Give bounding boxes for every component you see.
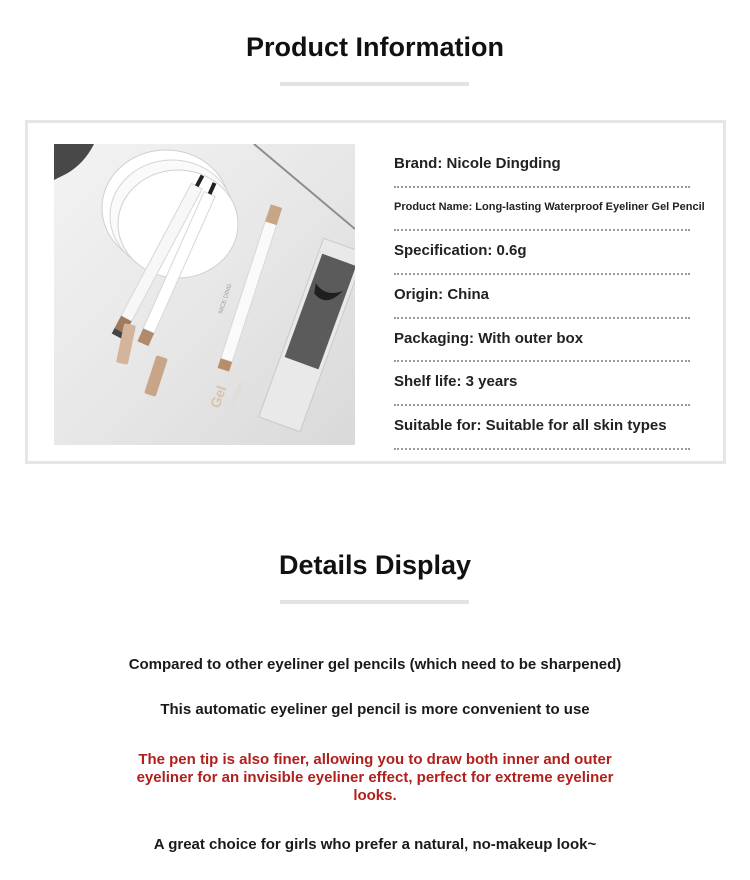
spec-specification: Specification: 0.6g <box>394 242 527 260</box>
details-title-underline <box>280 600 469 604</box>
spec-list <box>394 144 714 450</box>
spec-product-name: Product Name: Long-lasting Waterproof Eyeliner Gel Pencil <box>394 200 705 213</box>
product-info-title-underline <box>280 82 469 86</box>
product-image <box>54 144 355 445</box>
product-photo-illustration <box>54 144 355 445</box>
spec-row-specification <box>394 231 690 275</box>
detail-line-3-highlight: The pen tip is also finer, allowing you to draw both inner and outer eyeliner for an invisible eyeliner effect, perfect for extreme eyeliner looks. <box>136 751 614 804</box>
spec-row-brand <box>394 144 690 188</box>
spec-brand: Brand: Nicole Dingding <box>394 155 561 172</box>
product-info-title: Product Information <box>246 32 504 62</box>
details-title: Details Display <box>278 550 472 580</box>
detail-line-1: Compared to other eyeliner gel pencils (which need to be sharpened) <box>128 656 622 673</box>
spec-row-shelf-life <box>394 362 690 406</box>
product-info-card <box>25 120 726 464</box>
pencil-brand-text: NICE DING <box>218 283 234 315</box>
box-logo-text: Gel <box>206 383 230 411</box>
spec-suitable-for: Suitable for: Suitable for all skin types <box>394 417 667 435</box>
spec-row-product-name <box>394 188 705 232</box>
detail-line-2: This automatic eyeliner gel pencil is more convenient to use <box>160 701 590 718</box>
spec-origin: Origin: China <box>394 286 489 304</box>
spec-packaging: Packaging: With outer box <box>394 329 584 347</box>
spec-shelf-life: Shelf life: 3 years <box>394 373 518 391</box>
box-sub-text: EYELINER <box>230 381 245 407</box>
spec-row-origin <box>394 275 690 319</box>
spec-row-suitable-for <box>394 406 690 450</box>
spec-row-packaging <box>394 319 690 363</box>
detail-line-4: A great choice for girls who prefer a natural, no-makeup look~ <box>153 836 597 853</box>
